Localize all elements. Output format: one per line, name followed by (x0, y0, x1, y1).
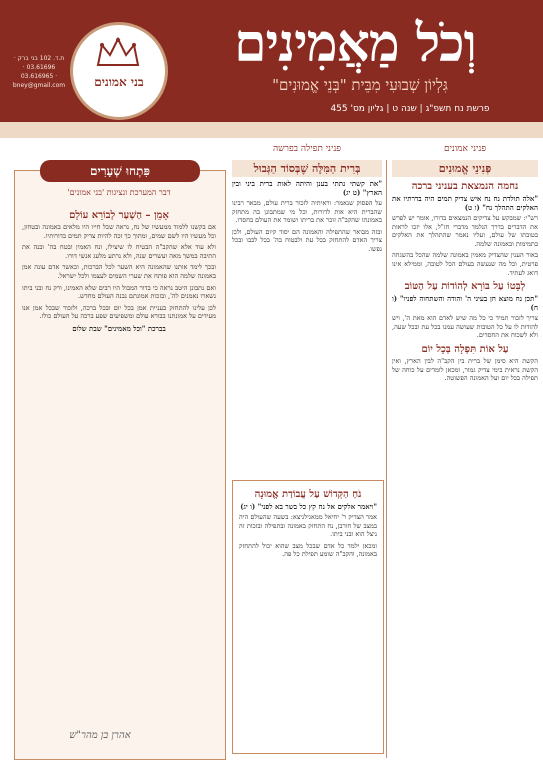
middle-boxed-article (232, 480, 384, 754)
right-paragraph-4: הקשת היא סימן של ברית בין הקב"ה לבין הארץ, ואין הקשת נראית בימי צדיק גמור, ומכאן לומדים על כוחה של תפילה בכל יום ועל האמונה הפשוטה. (392, 356, 538, 383)
right-quote-1: "אלה תולדת נח נח איש צדיק תמים היה בדרתיו את האלקים התהלך נח" (ו ט) (392, 194, 538, 212)
left-closing: בברכת "וכל מאמינים" שבת שלום (72, 323, 166, 333)
contact-info: ת.ד. 102 בני ברק · 03.61696 · 03.616965 · bney@gmail.com (12, 55, 66, 89)
middle-box-paragraph-1: אמר הצדיק ר' יחיאל ממאגילניצא: בשעה שהעולם היה במצב של חורבן, נח התחזק באמונה ובתפילה ובזכות זה ניצל הוא ובני ביתו. (239, 513, 377, 539)
section-label-right: פניני אמונים (443, 144, 487, 154)
middle-box-paragraph-2: ומכאן ילמד כל אדם שבכל מצב שהוא יכול להתחזק באמונה, והקב"ה שומע תפילת כל פה. (239, 541, 377, 559)
left-paragraph-5: לכן עלינו להתחזק בעניית אמן בכל יום ובכל ברכה, ולזכור שבכל אמן אנו מעידים על אמונתנו בבורא עולם ומשפיעים שפע ברכה על העולם כולו. (22, 303, 216, 321)
middle-paragraph-2: ובזה מבואר שהתפילה והאמונה הם יסוד קיום העולם, ולכן צריך האדם להתחזק בכל עת ולבטוח בה' בכל לבבו ובכל נפשו. (232, 227, 382, 253)
editorial-subcaption: דבר המערכת ונציגות 'בני אמונים' (67, 188, 171, 197)
logo-text: בני אמונים (94, 75, 144, 89)
left-paragraph-4: ואם נתבונן היטב נראה כי בדור המבול היו רבים שלא האמינו, ורק נח ובני ביתו נשארו נאמנים לה', ובזכות אמונתם נבנה העולם מחדש. (22, 283, 216, 301)
middle-box-content (239, 485, 377, 562)
left-column (22, 206, 216, 335)
right-quote-2: "תכן נח מוצא חן בעיני ה' והודה והשתחוה לפניו" (ו ח) (392, 294, 538, 313)
right-paragraph-3: צריך לזכור תמיד כי כל מה שיש לאדם הוא מאת ה', ויש להודות לו על כל הטובות שעושה עמנו בכל עת ובכל שעה, ולא לשכוח את החסדים. (392, 314, 538, 340)
middle-box-quote: "ויאמר אלקים אל נח קץ כל בשר בא לפני" (ו יג) (240, 502, 377, 511)
right-heading-3: עַל אוֹת תִּפְלָה בְּכָל יוֹם (421, 343, 509, 355)
issue-line: פרשת נח תשפ"ג | שנה ט | גליון מס' 455 (330, 104, 490, 114)
editorial-caption: פִּתְחוּ שְׁעָרִים (40, 160, 200, 182)
masthead-subtitle: גִּלְיוֹן שְׁבוּעִי מִבֵּית "בְּנֵי אֱמוּנִים" (272, 76, 448, 94)
right-paragraph-2: באור הענין שהצדיק מאמין באמונה שלמה שהכל בהשגחה פרטית, וכל מה שנעשה בעולם הכל לטובה, וממילא אינו דואג לעתיד. (392, 251, 538, 277)
left-paragraph-2: ולא עוד אלא שהקב"ה הבטיח לו שיצילו, ונח האמין ובטח בה' ובנה את התיבה במשך מאה ועשרים שנה, ולא נרתע מלעג אנשי דורו. (22, 243, 216, 260)
middle-column-title: בְּרִית הַמִּלָּה שֶׁבְּסוֹד הַגְּבוּל (232, 160, 382, 177)
right-column-title: פְּנִינֵי אֱמוּנִים (392, 160, 538, 177)
masthead-title: וְכֹל מַאֲמִינִים (234, 13, 476, 74)
middle-paragraph-1: על הפסוק שנאמר: וראיתיה לזכור ברית עולם, מבאר רבינו שהברית היא אות לדורות, וכל מי שמתבונן בה מתחזק באמונתו שהקב"ה זוכר את בריתו ושומר את העולם בחסדו. (232, 199, 382, 225)
middle-box-title: נֹחַ הַקְּדוֹשׁ עַל עֲבוֹדַת אֱמוּנָה (254, 489, 362, 500)
section-label-middle: פניני תפילה בפרשה (273, 144, 341, 154)
signature: אהרן בן מהר"ש (69, 730, 131, 741)
right-paragraph-1: רש"י: שמבקש על צדיקים הנמצאים בדורו, אומר יש לפרש את הדברים בדרך הנלמד מדברי חז"ל, אלו יזכו לראות בטובתו של עולם, ועליו נאמר שהתהלך את האלקים בתמימות ובאמונה שלמה. (392, 214, 538, 248)
left-paragraph-3: ובכך לימד אותנו שהאמונה היא השער לכל הברכות, וכאשר אדם עונה אמן באמונה שלמה הוא פותח את שערי השמים לעצמו ולכל ישראל. (22, 263, 216, 280)
left-paragraph-1: אם בקשנו ללמוד ממעשיו של נח, נראה שכל חייו היו מלאים באמונה ובטחון, וכל מעשיו היו לשם שמים, ומתוך כך זכה להיות צדיק תמים בדורותיו. (22, 223, 216, 240)
middle-column (232, 160, 382, 257)
right-heading-2: לְבָּטוֹ עַל בּוֹרָא לְהוֹדוֹת עַל הַטּוֹב (404, 281, 526, 293)
logo-badge (70, 22, 168, 120)
column-divider-right (386, 160, 387, 758)
issue-strip (0, 122, 543, 138)
crown-icon (96, 37, 140, 67)
right-column (392, 160, 538, 386)
right-heading-1: נחמה הנמצאת בעניני ברכה (411, 181, 519, 192)
left-heading: אָמֵן – הַשְׁעַר לְבוֹרֵא עוֹלָם (69, 210, 169, 221)
middle-quote-1: "את קשתי נתתי בענן והיתה לאות ברית ביני ובין הארץ" (ט יג) (232, 179, 382, 197)
